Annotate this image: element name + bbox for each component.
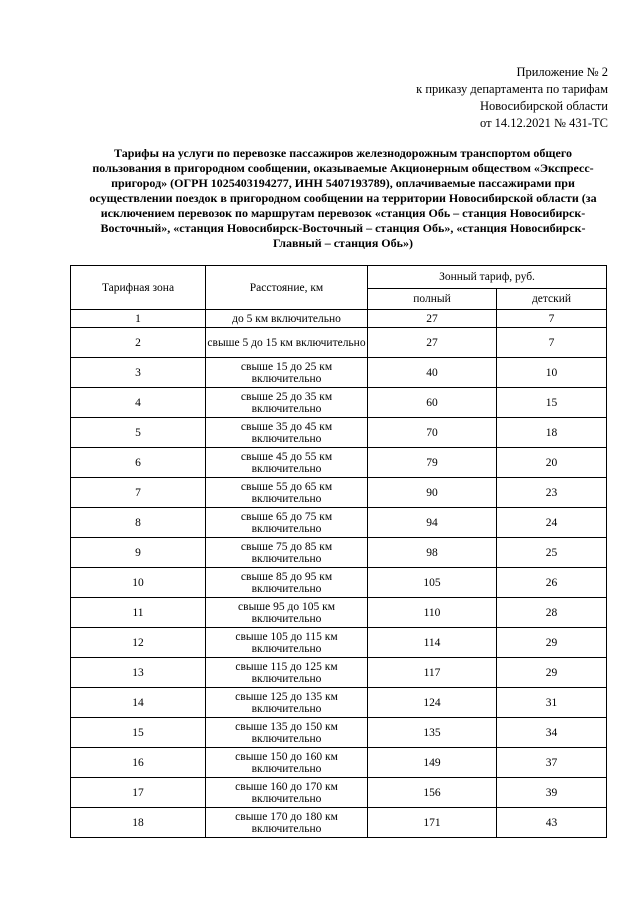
cell-zone: 8: [71, 508, 206, 538]
table-row: [71, 538, 607, 568]
table-row: [71, 748, 607, 778]
cell-child: 31: [497, 688, 607, 718]
cell-full: 94: [368, 508, 497, 538]
appendix-line: Новосибирской области: [479, 99, 608, 113]
table-row: [71, 508, 607, 538]
cell-distance: свыше 45 до 55 км включительно: [206, 448, 368, 478]
cell-zone: 3: [71, 358, 206, 388]
cell-distance: свыше 75 до 85 км включительно: [206, 538, 368, 568]
cell-full: 149: [368, 748, 497, 778]
cell-child: 26: [497, 568, 607, 598]
cell-distance: свыше 105 до 115 км включительно: [206, 628, 368, 658]
cell-full: 110: [368, 598, 497, 628]
cell-distance: свыше 135 до 150 км включительно: [206, 718, 368, 748]
cell-child: 24: [497, 508, 607, 538]
table-row: [71, 658, 607, 688]
cell-child: 39: [497, 778, 607, 808]
cell-full: 124: [368, 688, 497, 718]
cell-zone: 6: [71, 448, 206, 478]
cell-child: 10: [497, 358, 607, 388]
cell-distance: свыше 15 до 25 км включительно: [206, 358, 368, 388]
cell-child: 15: [497, 388, 607, 418]
cell-child: 25: [497, 538, 607, 568]
cell-child: 43: [497, 808, 607, 838]
cell-child: 23: [497, 478, 607, 508]
cell-zone: 14: [71, 688, 206, 718]
table-row: [71, 358, 607, 388]
cell-zone: 4: [71, 388, 206, 418]
cell-zone: 12: [71, 628, 206, 658]
table-row: [71, 718, 607, 748]
cell-distance: свыше 160 до 170 км включительно: [206, 778, 368, 808]
table-row: [71, 778, 607, 808]
cell-distance: до 5 км включительно: [206, 310, 368, 328]
cell-full: 114: [368, 628, 497, 658]
cell-child: 29: [497, 658, 607, 688]
cell-full: 70: [368, 418, 497, 448]
cell-distance: свыше 85 до 95 км включительно: [206, 568, 368, 598]
cell-zone: 10: [71, 568, 206, 598]
cell-zone: 16: [71, 748, 206, 778]
appendix-line: к приказу департамента по тарифам: [416, 82, 608, 96]
cell-full: 60: [368, 388, 497, 418]
header-distance: Расстояние, км: [206, 266, 368, 310]
cell-distance: свыше 35 до 45 км включительно: [206, 418, 368, 448]
table-row: [71, 628, 607, 658]
cell-distance: свыше 25 до 35 км включительно: [206, 388, 368, 418]
cell-child: 37: [497, 748, 607, 778]
appendix-line: от 14.12.2021 № 431-ТС: [480, 116, 608, 130]
cell-distance: свыше 170 до 180 км включительно: [206, 808, 368, 838]
table-row: [71, 418, 607, 448]
appendix-line: Приложение № 2: [516, 65, 608, 79]
cell-distance: свыше 55 до 65 км включительно: [206, 478, 368, 508]
cell-full: 27: [368, 328, 497, 358]
cell-zone: 2: [71, 328, 206, 358]
cell-child: 7: [497, 310, 607, 328]
cell-zone: 11: [71, 598, 206, 628]
cell-full: 98: [368, 538, 497, 568]
cell-full: 135: [368, 718, 497, 748]
table-row: [71, 448, 607, 478]
header-tariff: Зонный тариф, руб.: [368, 266, 607, 289]
cell-distance: свыше 65 до 75 км включительно: [206, 508, 368, 538]
table-row: [71, 328, 607, 358]
cell-full: 117: [368, 658, 497, 688]
document-title: Тарифы на услуги по перевозке пассажиров железнодорожным транспортом общего пользования в пригородном сообщении, оказываемые Акционерным обществом «Экспресс-пригород» (ОГРН 1025403194277, ИНН 5407193789), оплачиваемые пассажирами при осуществлении поездок в пригородном сообщении на территории Новосибирской области (за исключением перевозок по маршрутам перевозок «станция Обь – станция Новосибирск-Восточный», «станция Новосибирск-Восточный – станция Обь», «станция Новосибирск-Главный – станция Обь»): [89, 146, 597, 250]
cell-zone: 1: [71, 310, 206, 328]
table-row: [71, 310, 607, 328]
header-zone: Тарифная зона: [71, 266, 206, 310]
cell-zone: 7: [71, 478, 206, 508]
table-row: [71, 478, 607, 508]
cell-full: 105: [368, 568, 497, 598]
cell-distance: свыше 115 до 125 км включительно: [206, 658, 368, 688]
tariff-table-body: [71, 310, 607, 838]
table-row: [71, 598, 607, 628]
cell-child: 28: [497, 598, 607, 628]
cell-child: 20: [497, 448, 607, 478]
appendix-header: [416, 64, 608, 132]
table-row: [71, 808, 607, 838]
tariff-table: [70, 265, 607, 838]
cell-child: 7: [497, 328, 607, 358]
cell-full: 90: [368, 478, 497, 508]
cell-zone: 17: [71, 778, 206, 808]
cell-distance: свыше 150 до 160 км включительно: [206, 748, 368, 778]
cell-child: 34: [497, 718, 607, 748]
cell-distance: свыше 125 до 135 км включительно: [206, 688, 368, 718]
table-row: [71, 388, 607, 418]
cell-zone: 18: [71, 808, 206, 838]
cell-zone: 13: [71, 658, 206, 688]
cell-distance: свыше 95 до 105 км включительно: [206, 598, 368, 628]
cell-zone: 9: [71, 538, 206, 568]
header-child: детский: [497, 289, 607, 310]
header-full: полный: [368, 289, 497, 310]
cell-child: 18: [497, 418, 607, 448]
table-row: [71, 568, 607, 598]
cell-full: 171: [368, 808, 497, 838]
cell-zone: 15: [71, 718, 206, 748]
cell-full: 27: [368, 310, 497, 328]
table-row: [71, 688, 607, 718]
cell-child: 29: [497, 628, 607, 658]
cell-zone: 5: [71, 418, 206, 448]
cell-full: 40: [368, 358, 497, 388]
cell-distance: свыше 5 до 15 км включительно: [206, 328, 368, 358]
cell-full: 79: [368, 448, 497, 478]
cell-full: 156: [368, 778, 497, 808]
